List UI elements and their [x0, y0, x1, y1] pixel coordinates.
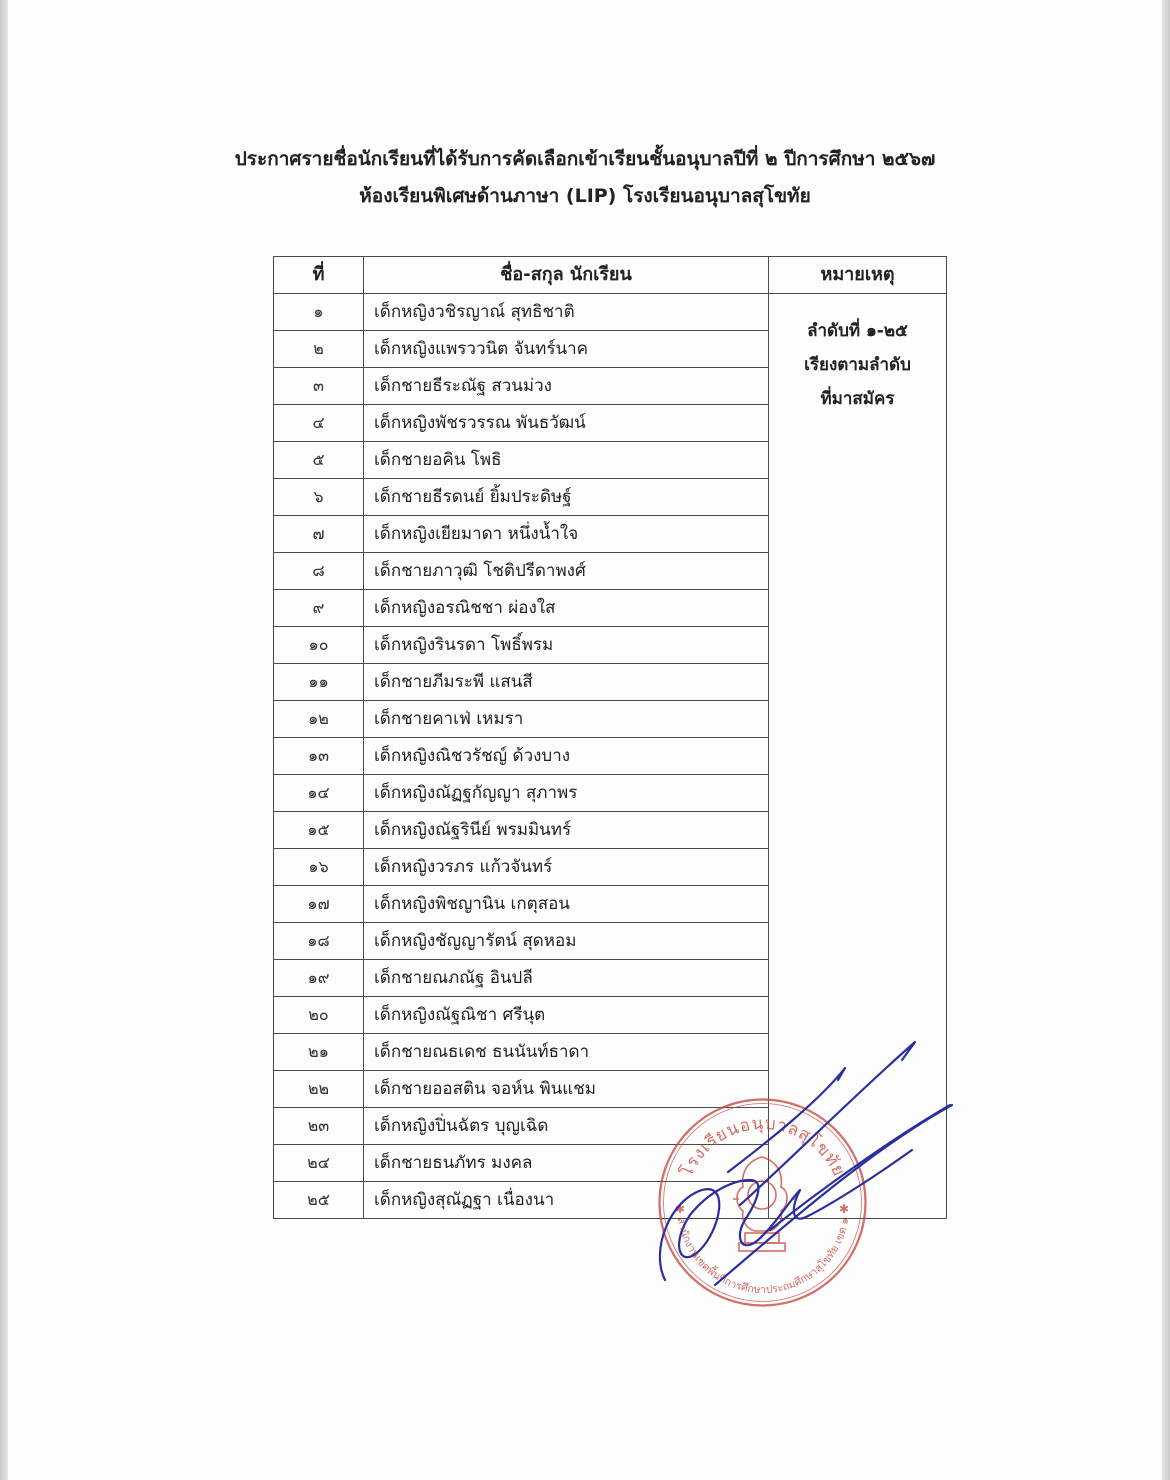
row-number: ๗ — [274, 516, 364, 553]
remark-line: ที่มาสมัคร — [820, 389, 895, 409]
student-name: เด็กหญิงพัชรวรรณ พันธวัฒน์ — [364, 405, 769, 442]
student-name: เด็กชายออสติน จอห์น พินแชม — [364, 1071, 769, 1108]
student-name: เด็กหญิงวรภร แก้วจันทร์ — [364, 849, 769, 886]
row-number: ๒ — [274, 331, 364, 368]
row-number: ๒๑ — [274, 1034, 364, 1071]
student-name: เด็กหญิงณัฐณิชา ศรีนุต — [364, 997, 769, 1034]
student-name: เด็กหญิงรินรดา โพธิ์พรม — [364, 627, 769, 664]
student-name: เด็กหญิงณัฏฐกัญญา สุภาพร — [364, 775, 769, 812]
student-name: เด็กหญิงอรณิชชา ผ่องใส — [364, 590, 769, 627]
row-number: ๓ — [274, 368, 364, 405]
row-number: ๔ — [274, 405, 364, 442]
row-number: ๖ — [274, 479, 364, 516]
row-number: ๒๔ — [274, 1145, 364, 1182]
row-number: ๑๕ — [274, 812, 364, 849]
row-number: ๑๑ — [274, 664, 364, 701]
row-number: ๒๕ — [274, 1182, 364, 1219]
stamp-bottom-text: สำนักงานเขตพื้นที่การศึกษาประถมศึกษาสุโขทัย เขต ๑ — [674, 1216, 852, 1296]
row-number: ๑๔ — [274, 775, 364, 812]
student-name: เด็กหญิงเยียมาดา หนึ่งน้ำใจ — [364, 516, 769, 553]
row-number: ๑๐ — [274, 627, 364, 664]
student-name: เด็กหญิงณัฐรินีย์ พรมมินทร์ — [364, 812, 769, 849]
table-header-row — [274, 257, 947, 294]
student-name: เด็กชายภีมระพี แสนสี — [364, 664, 769, 701]
row-number: ๒๓ — [274, 1108, 364, 1145]
row-number: ๑๓ — [274, 738, 364, 775]
student-name: เด็กชายภาวุฒิ โชติปรีดาพงศ์ — [364, 553, 769, 590]
page-edge-right — [1162, 0, 1170, 1480]
student-name: เด็กชายธนภัทร มงคล — [364, 1145, 769, 1182]
remark-cell — [769, 294, 947, 1219]
remark-line: เรียงตามลำดับ — [804, 355, 911, 375]
document-title-line2: ห้องเรียนพิเศษด้านภาษา (LIP) โรงเรียนอนุบาลสุโขทัย — [359, 185, 811, 207]
stamp-star-left: ✱ — [675, 1202, 686, 1216]
header-note: หมายเหตุ — [769, 257, 947, 294]
row-number: ๑๙ — [274, 960, 364, 997]
row-number: ๑๗ — [274, 886, 364, 923]
row-number: ๘ — [274, 553, 364, 590]
student-name: เด็กชายธีรดนย์ ยิ้มประดิษฐ์ — [364, 479, 769, 516]
row-number: ๑๒ — [274, 701, 364, 738]
student-name: เด็กหญิงณิชวรัชญ์ ด้วงบาง — [364, 738, 769, 775]
student-name: เด็กหญิงชัญญารัตน์ สุดหอม — [364, 923, 769, 960]
stamp-top-text: โรงเรียนอนุบาลสุโขทัย — [676, 1113, 850, 1181]
header-no: ที่ — [274, 257, 364, 294]
row-number: ๙ — [274, 590, 364, 627]
student-name: เด็กหญิงแพรววนิต จันทร์นาค — [364, 331, 769, 368]
remark-line: ลำดับที่ ๑-๒๕ — [807, 321, 908, 341]
stamp-star-right: ✱ — [839, 1202, 850, 1216]
student-roster-table — [273, 256, 947, 1219]
document-title-line1: ประกาศรายชื่อนักเรียนที่ได้รับการคัดเลือกเข้าเรียนชั้นอนุบาลปีที่ ๒ ปีการศึกษา ๒๕๖๗ — [234, 148, 936, 170]
page-edge-left — [0, 0, 8, 1480]
student-name: เด็กชายอคิน โพธิ — [364, 442, 769, 479]
student-name: เด็กหญิงพิชญานิน เกตุสอน — [364, 886, 769, 923]
student-name: เด็กหญิงวชิรญาณ์ สุทธิชาติ — [364, 294, 769, 331]
row-number: ๑๘ — [274, 923, 364, 960]
student-name: เด็กชายณภณัฐ อินปลี — [364, 960, 769, 997]
row-number: ๑๖ — [274, 849, 364, 886]
table-row — [274, 294, 947, 331]
row-number: ๒๒ — [274, 1071, 364, 1108]
header-name: ชื่อ-สกุล นักเรียน — [364, 257, 769, 294]
student-name: เด็กชายณธเดช ธนนันท์ธาดา — [364, 1034, 769, 1071]
student-name: เด็กหญิงสุณัฏฐา เนื่องนา — [364, 1182, 769, 1219]
student-name: เด็กชายคาเฟ่ เหมรา — [364, 701, 769, 738]
student-name: เด็กหญิงปิ่นฉัตร บุญเฉิด — [364, 1108, 769, 1145]
table-body — [274, 294, 947, 1219]
row-number: ๑ — [274, 294, 364, 331]
student-name: เด็กชายธีระณัฐ สวนม่วง — [364, 368, 769, 405]
row-number: ๒๐ — [274, 997, 364, 1034]
row-number: ๕ — [274, 442, 364, 479]
